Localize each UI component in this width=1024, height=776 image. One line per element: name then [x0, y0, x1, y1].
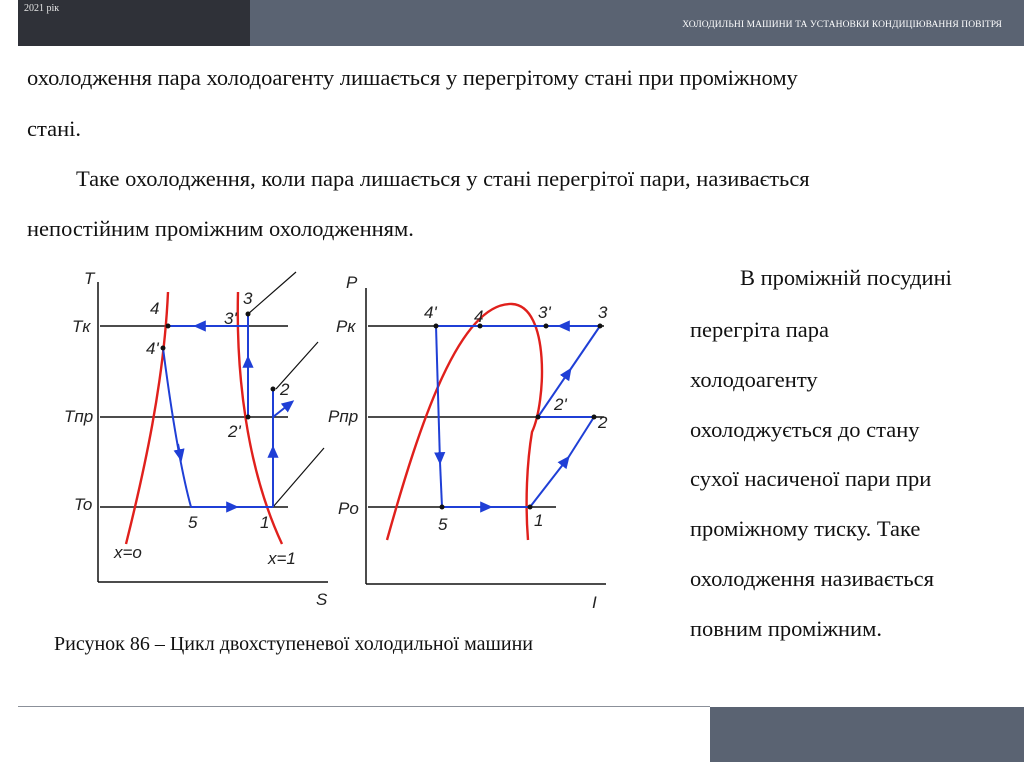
pi-saturation-dome	[387, 304, 542, 540]
pi-point-1	[528, 505, 533, 510]
ts-point-4	[166, 324, 171, 329]
pi-label-4: 4	[474, 307, 484, 326]
pi-point-2p	[536, 415, 541, 420]
ts-label-to: To	[74, 495, 93, 514]
ts-label-3: 3	[243, 289, 253, 308]
side-line-6: проміжному тиску. Таке	[690, 516, 921, 541]
ts-isobar-high	[248, 272, 296, 314]
pi-label-ppr: Pпр	[328, 407, 359, 426]
pi-axis-y-label: P	[346, 273, 358, 292]
pi-point-2	[592, 415, 597, 420]
figure-caption: Рисунок 86 – Цикл двохступеневої холодильної машини	[54, 633, 534, 655]
ts-point-2p	[246, 415, 251, 420]
pi-point-5	[440, 505, 445, 510]
pi-diagram	[328, 273, 608, 612]
pi-point-4p	[434, 324, 439, 329]
ts-label-x1: x=1	[268, 549, 296, 568]
ts-label-2p: 2'	[228, 422, 241, 441]
cycle-diagram	[60, 262, 630, 622]
ts-point-2	[271, 387, 276, 392]
header-year: 2021 рік	[24, 3, 60, 14]
body-line-1: охолодження пара холодоагенту лишається у перегрітому стані при проміжному	[27, 65, 798, 90]
side-line-7: охолодження називається	[690, 566, 934, 591]
ts-label-tk: Tк	[72, 317, 91, 336]
header-left-bar	[18, 0, 250, 46]
body-line-3: Таке охолодження, коли пара лишається у стані перегрітої пари, називається	[76, 166, 810, 191]
ts-label-4: 4	[150, 299, 160, 318]
ts-point-3	[246, 312, 251, 317]
pi-label-2: 2	[598, 413, 608, 432]
side-line-1: В проміжній посудині	[740, 265, 952, 290]
ts-process-cool	[273, 402, 292, 417]
pi-label-3p: 3'	[538, 303, 551, 322]
pi-process-throttle	[436, 326, 440, 462]
pi-label-po: Po	[338, 499, 359, 518]
ts-label-2: 2	[280, 380, 290, 399]
ts-label-tpr: Tпр	[64, 407, 94, 426]
body-line-4: непостійним проміжним охолодженням.	[27, 216, 414, 241]
pi-axis-x-label: I	[592, 593, 597, 612]
side-line-2: перегріта пара	[690, 317, 829, 342]
ts-axis-x-label: S	[316, 590, 328, 609]
side-line-5: сухої насиченої пари при	[690, 466, 932, 491]
side-line-4: охолоджується до стану	[690, 417, 920, 442]
pi-point-3p	[544, 324, 549, 329]
ts-process-throttle	[163, 348, 191, 507]
pi-label-pk: Pк	[336, 317, 356, 336]
header-title: ХОЛОДИЛЬНІ МАШИНИ ТА УСТАНОВКИ КОНДИЦІЮВАННЯ ПОВІТРЯ	[682, 20, 1002, 30]
pi-label-2p: 2'	[554, 395, 567, 414]
ts-label-1: 1	[260, 513, 270, 532]
pi-label-1: 1	[534, 511, 544, 530]
footer-line	[18, 706, 710, 707]
header-right-bar	[250, 0, 1024, 46]
ts-label-4p: 4'	[146, 339, 159, 358]
pi-label-4p: 4'	[424, 303, 437, 322]
pi-process-compress-low	[530, 458, 568, 507]
ts-axis-y-label: T	[84, 269, 95, 288]
pi-label-3: 3	[598, 303, 608, 322]
ts-isobar-low	[273, 448, 324, 507]
footer-bar	[710, 707, 1024, 762]
ts-label-3p: 3'	[224, 309, 237, 328]
pi-point-3	[598, 324, 603, 329]
ts-label-x0: x=o	[114, 543, 142, 562]
ts-label-5: 5	[188, 513, 198, 532]
body-line-2: стані.	[27, 116, 81, 141]
side-line-8: повним проміжним.	[690, 616, 882, 641]
ts-point-4p	[161, 346, 166, 351]
side-line-3: холодоагенту	[690, 367, 818, 392]
ts-curve-liquid	[126, 292, 168, 544]
pi-label-5: 5	[438, 515, 448, 534]
ts-diagram	[64, 269, 328, 609]
